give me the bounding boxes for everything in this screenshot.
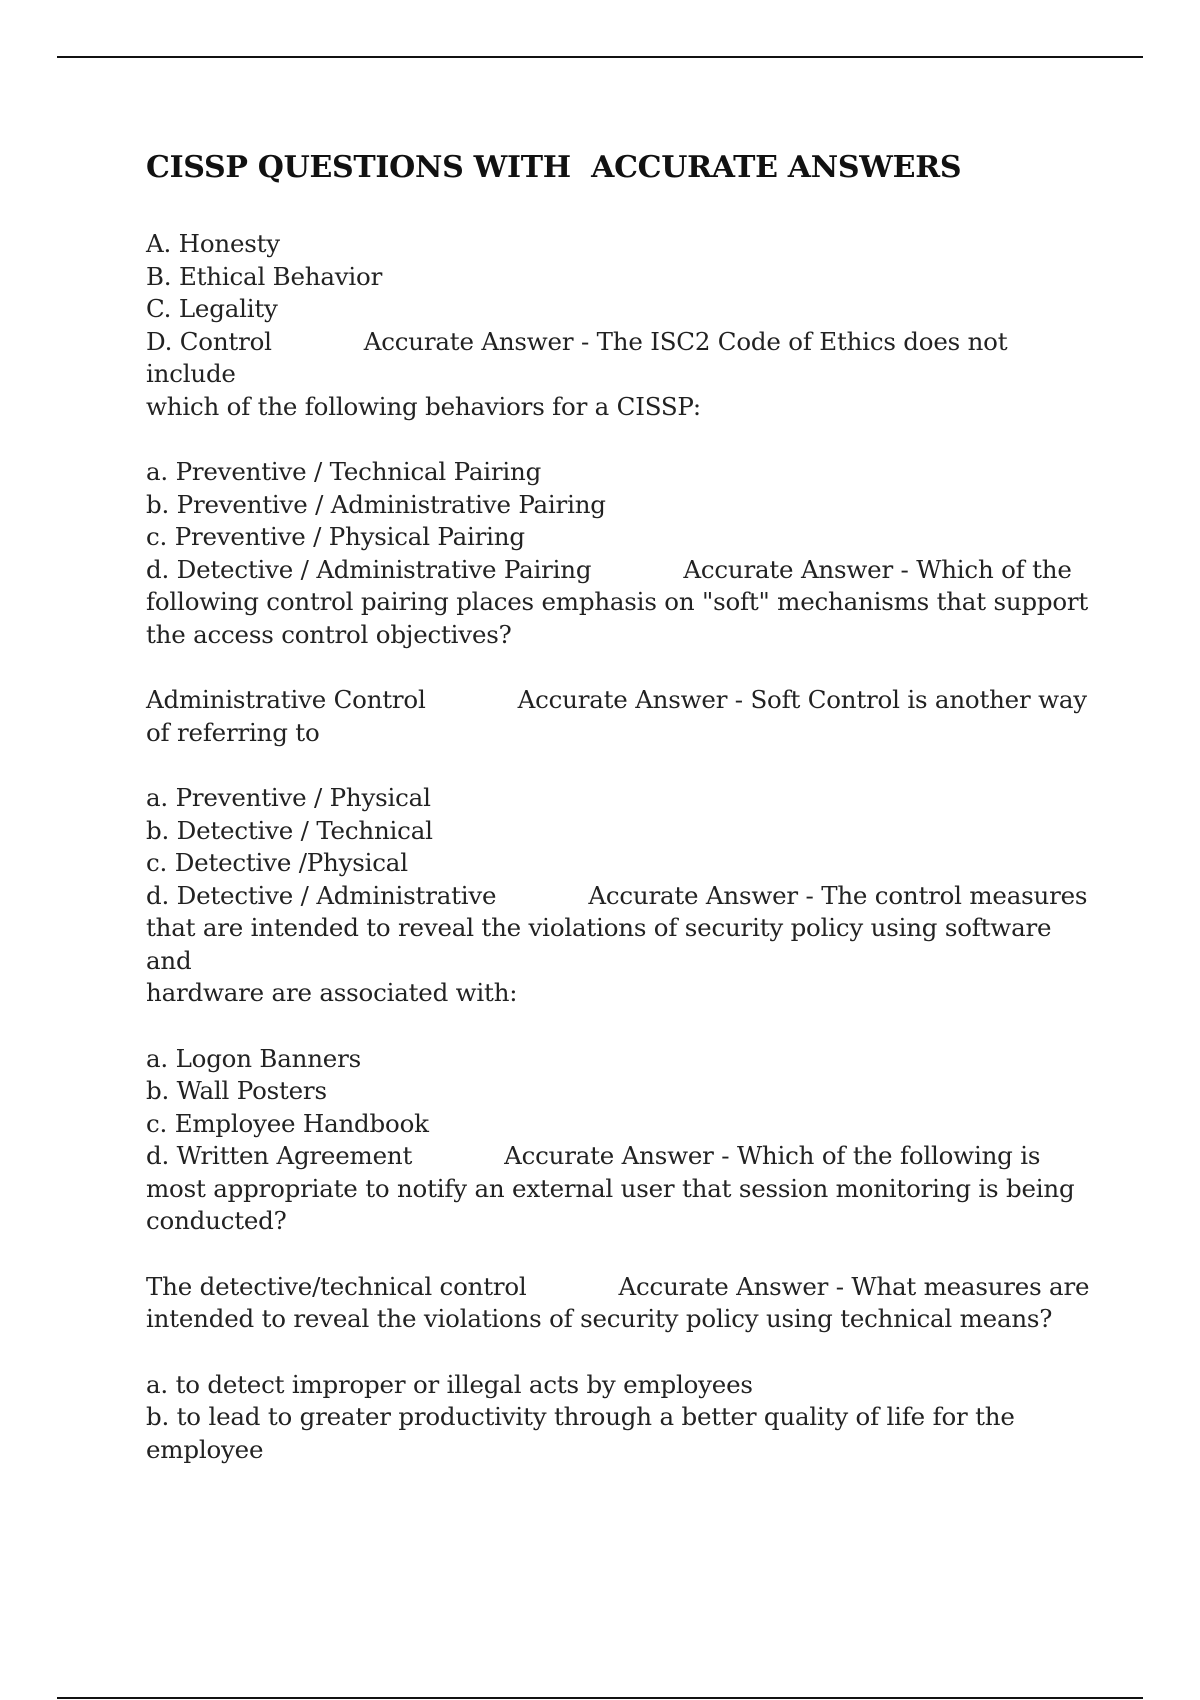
option-line: b. to lead to greater productivity through a better quality of life for the <box>146 1402 1015 1431</box>
answer-text: Accurate Answer - The control measures <box>588 880 1088 910</box>
answer-continuation: hardware are associated with: <box>146 978 518 1007</box>
option-line: b. Wall Posters <box>146 1076 327 1105</box>
bottom-rule <box>57 1697 1143 1699</box>
answer-text: Accurate Answer - Which of the following is <box>504 1141 1041 1170</box>
option-line: c. Preventive / Physical Pairing <box>146 522 525 551</box>
question-block-7 <box>146 1369 1096 1467</box>
answer-text: Accurate Answer - What measures are <box>618 1271 1090 1301</box>
answer-continuation: intended to reveal the violations of security policy using technical means? <box>146 1304 1053 1333</box>
answer-text: Accurate Answer - Which of the <box>683 554 1072 584</box>
option-line: B. Ethical Behavior <box>146 261 383 291</box>
option-line: b. Preventive / Administrative Pairing <box>146 489 606 519</box>
final-option: The detective/technical control <box>146 1271 527 1301</box>
question-block-5 <box>146 1043 1096 1238</box>
answer-continuation: following control pairing places emphasis on "soft" mechanisms that support <box>146 587 1089 616</box>
option-line: a. to detect improper or illegal acts by employees <box>146 1369 753 1399</box>
option-line: a. Preventive / Physical <box>146 783 431 812</box>
option-answer-line <box>146 1140 1096 1173</box>
top-rule <box>57 56 1143 58</box>
answer-text: Accurate Answer - The ISC2 Code of Ethics does not include <box>146 326 1008 388</box>
option-answer-line <box>146 880 1096 913</box>
question-block-4 <box>146 782 1096 1010</box>
option-answer-line <box>146 554 1096 587</box>
question-block-3 <box>146 684 1096 749</box>
option-line: c. Detective /Physical <box>146 848 408 877</box>
question-block-2 <box>146 456 1096 651</box>
answer-continuation: of referring to <box>146 717 320 747</box>
final-option: d. Detective / Administrative <box>146 880 497 910</box>
option-line: A. Honesty <box>146 229 280 258</box>
final-option: d. Detective / Administrative Pairing <box>146 554 592 584</box>
final-option: D. Control <box>146 326 272 356</box>
answer-continuation: most appropriate to notify an external user that session monitoring is being <box>146 1173 1075 1203</box>
option-line: a. Preventive / Technical Pairing <box>146 457 542 486</box>
answer-continuation: conducted? <box>146 1206 287 1235</box>
answer-text: Accurate Answer - Soft Control is another way <box>517 685 1087 714</box>
option-answer-line <box>146 326 1096 391</box>
question-block-1 <box>146 228 1096 423</box>
option-answer-line <box>146 1271 1096 1304</box>
option-line: b. Detective / Technical <box>146 815 433 845</box>
document-body <box>146 146 1096 1499</box>
option-continuation: employee <box>146 1434 264 1464</box>
option-line: a. Logon Banners <box>146 1043 361 1073</box>
option-line: C. Legality <box>146 294 278 323</box>
answer-continuation: which of the following behaviors for a CISSP: <box>146 391 701 421</box>
option-line: c. Employee Handbook <box>146 1108 429 1138</box>
answer-continuation: that are intended to reveal the violations of security policy using software and <box>146 913 1052 975</box>
final-option: d. Written Agreement <box>146 1141 413 1170</box>
final-option: Administrative Control <box>146 685 426 714</box>
question-block-6 <box>146 1271 1096 1336</box>
answer-continuation: the access control objectives? <box>146 619 512 649</box>
page-title: CISSP QUESTIONS WITH ACCURATE ANSWERS <box>146 150 962 185</box>
option-answer-line <box>146 684 1096 717</box>
